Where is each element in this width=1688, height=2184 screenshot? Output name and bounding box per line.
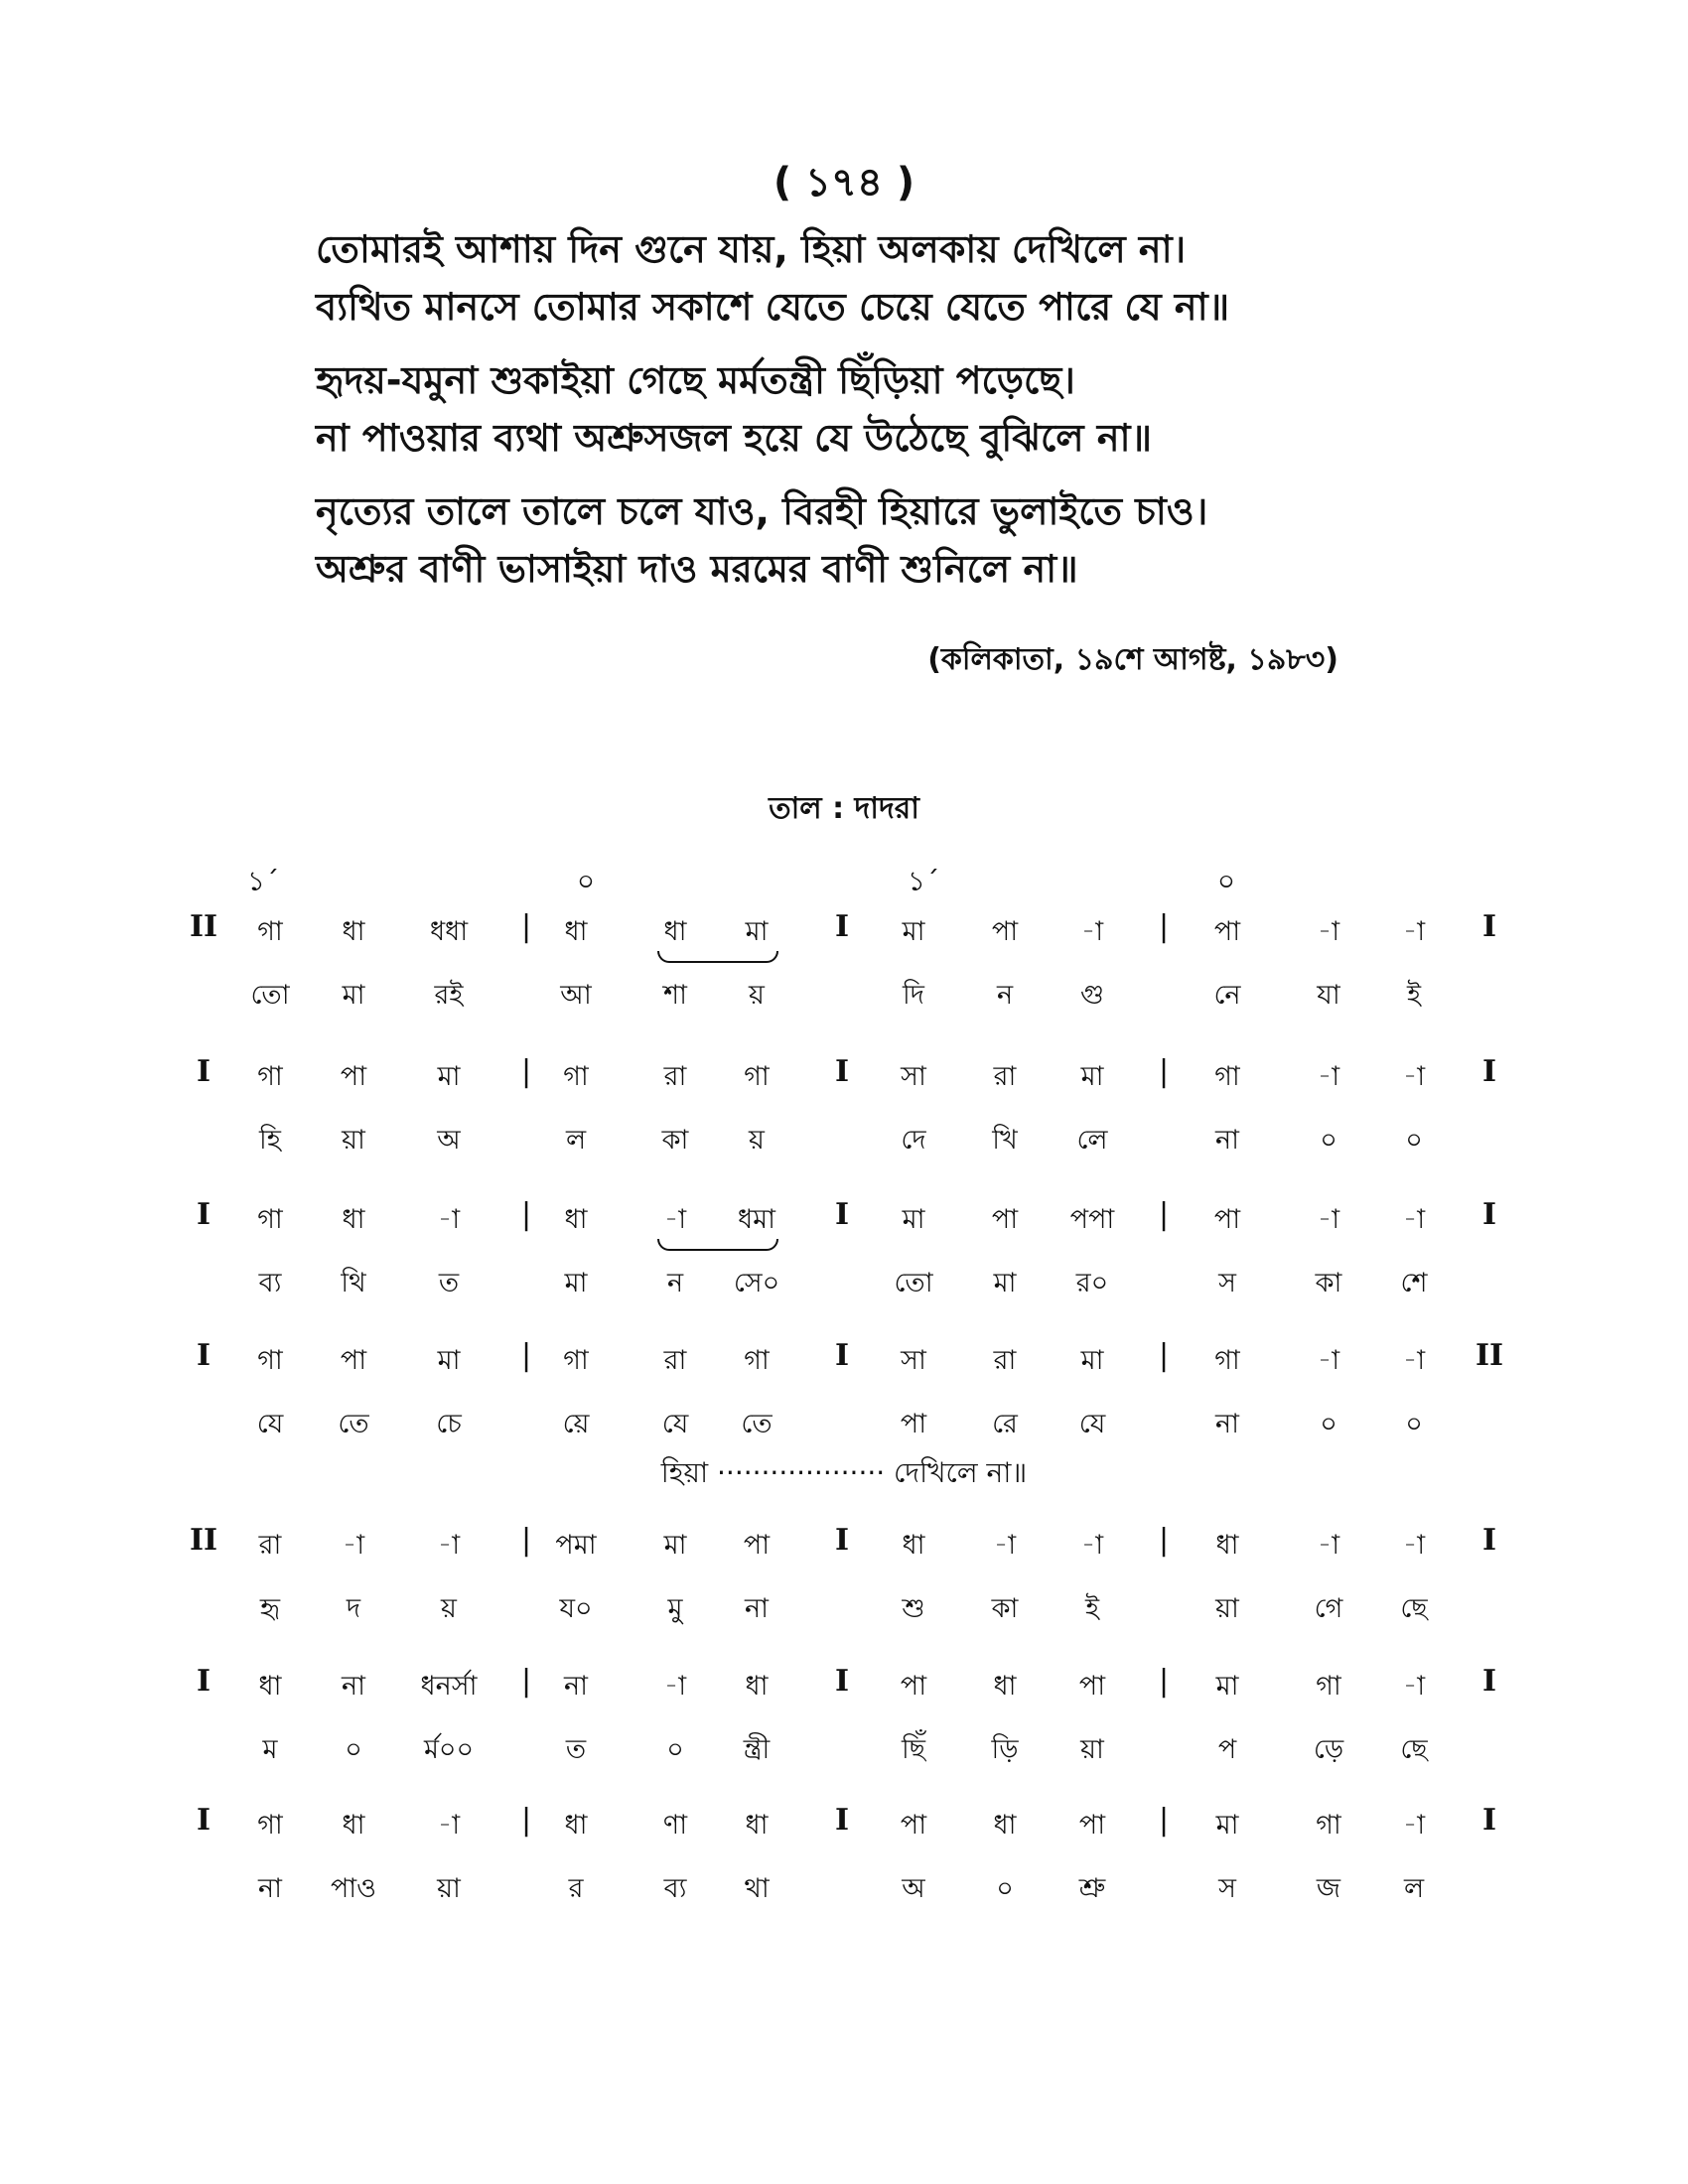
swara-note: গা (257, 1345, 283, 1376)
lyric-syllable: অ (437, 1125, 461, 1156)
syllable-row (0, 1729, 1688, 1773)
lyric-syllable: দে (901, 1125, 926, 1156)
lyric-syllable: আ (560, 980, 592, 1011)
swara-note: মা (902, 916, 925, 947)
lyric-syllable: র (568, 1873, 584, 1904)
bar-line: | (520, 1803, 532, 1838)
swara-note: ধা (902, 1530, 925, 1561)
lyric-syllable: চে (436, 1409, 462, 1439)
lyric-syllable: ছিঁ (901, 1734, 926, 1765)
swara-note: সা (901, 1061, 926, 1092)
swara-note: গা (1214, 1061, 1240, 1092)
swara-note: -া (1402, 1810, 1426, 1841)
lyric-syllable: শে (1400, 1268, 1428, 1298)
swara-note: পা (991, 916, 1019, 947)
lyric-syllable: না (1215, 1409, 1239, 1439)
notation-row (0, 911, 1688, 955)
swara-note: না (342, 1671, 365, 1702)
swara-note: রা (663, 1345, 687, 1376)
notation-row (0, 1525, 1688, 1569)
lyric-syllable: ত (438, 1268, 460, 1298)
swara-note: গা (744, 1061, 770, 1092)
swara-note: ধা (1215, 1530, 1239, 1561)
slur-mark (657, 951, 778, 963)
lyric-line: অশ্রুর বাণী ভাসাইয়া দাও মরমের বাণী শুনিলে না॥ (316, 547, 1078, 591)
lyric-syllable: ০ (1405, 1409, 1423, 1439)
lyric-syllable: ত (565, 1734, 587, 1765)
lyric-syllable: পাও (330, 1873, 377, 1904)
swara-note: ধা (745, 1671, 769, 1702)
swara-note: ধা (342, 1810, 365, 1841)
swara-note: সা (901, 1345, 926, 1376)
swara-note: গা (563, 1345, 589, 1376)
lyric-syllable: ০ (1405, 1125, 1423, 1156)
lyric-syllable: য০ (559, 1593, 593, 1624)
notation-row (0, 1805, 1688, 1848)
lyric-line: নৃত্যের তালে তালে চলে যাও, বিরহী হিয়ারে ভুলাইতে চাও। (316, 489, 1208, 533)
lyric-syllable: য়া (1215, 1593, 1239, 1624)
beat-marker: ০ (1216, 865, 1236, 897)
swara-note: গা (744, 1345, 770, 1376)
lyric-syllable: ল (565, 1125, 587, 1156)
swara-note: গা (257, 916, 283, 947)
lyric-syllable: গে (1314, 1593, 1343, 1624)
syllable-row (0, 1868, 1688, 1912)
swara-note: রা (663, 1061, 687, 1092)
bar-line: | (520, 1338, 532, 1373)
bar-line: II (1475, 1338, 1504, 1373)
lyric-syllable: কা (991, 1593, 1019, 1624)
lyric-syllable: মা (342, 980, 365, 1011)
swara-note: পা (340, 1061, 367, 1092)
place-date: (কলিকাতা, ১৯শে আগষ্ট, ১৯৮৩) (927, 642, 1338, 677)
bar-line: I (1481, 1803, 1497, 1838)
lyric-syllable: র্ম০০ (423, 1734, 475, 1765)
lyric-syllable: ০ (1320, 1125, 1337, 1156)
lyric-syllable: খি (992, 1125, 1018, 1156)
swara-note: ধা (258, 1671, 282, 1702)
swara-note: পা (1078, 1810, 1106, 1841)
swara-note: পা (1213, 916, 1241, 947)
swara-note: মা (437, 1061, 461, 1092)
lyric-syllable: স (1218, 1873, 1236, 1904)
lyric-syllable: না (258, 1873, 282, 1904)
lyric-syllable: য়া (437, 1873, 461, 1904)
swara-note: -া (663, 1204, 687, 1235)
swara-note: -া (1080, 1530, 1104, 1561)
swara-note: গা (257, 1061, 283, 1092)
lyric-syllable: যে (661, 1409, 689, 1439)
swara-note: মা (902, 1204, 925, 1235)
bar-line: I (196, 1664, 211, 1699)
swara-note: -া (342, 1530, 365, 1561)
bar-line: I (834, 909, 850, 944)
syllable-row (0, 975, 1688, 1019)
lyric-syllable: তে (741, 1409, 773, 1439)
swara-note: -া (437, 1810, 461, 1841)
lyric-syllable: কা (1315, 1268, 1342, 1298)
bar-line: | (1158, 1664, 1170, 1699)
bar-line: I (1481, 909, 1497, 944)
swara-note: -া (1317, 1345, 1340, 1376)
swara-note: মা (1080, 1061, 1104, 1092)
lyric-syllable: নে (1213, 980, 1241, 1011)
refrain-line: হিয়া ··················· দেখিলে না॥ (660, 1456, 1028, 1489)
lyric-syllable: য় (441, 1593, 457, 1624)
lyric-syllable: র০ (1075, 1268, 1109, 1298)
lyric-syllable: শু (902, 1593, 925, 1624)
bar-line: I (1481, 1054, 1497, 1089)
swara-note: -া (437, 1204, 461, 1235)
lyric-syllable: য় (749, 980, 765, 1011)
lyric-syllable: মু (667, 1593, 683, 1624)
swara-note: ণা (662, 1810, 688, 1841)
swara-note: -া (1402, 1204, 1426, 1235)
lyric-stanza (316, 351, 1408, 467)
lyric-syllable: ০ (666, 1734, 684, 1765)
lyric-syllable: ব্য (258, 1268, 282, 1298)
lyric-syllable: ড়ি (991, 1734, 1019, 1765)
bar-line: | (520, 1054, 532, 1089)
swara-note: ধমা (738, 1204, 775, 1235)
swara-note: -া (993, 1530, 1017, 1561)
lyric-syllable: ছে (1400, 1734, 1428, 1765)
lyric-syllable: য়া (1080, 1734, 1104, 1765)
lyric-syllable: দ (346, 1593, 361, 1624)
swara-note: পা (743, 1530, 771, 1561)
swara-note: পা (900, 1671, 927, 1702)
syllable-row (0, 1263, 1688, 1306)
swara-note: -া (1402, 1061, 1426, 1092)
swara-note: গা (563, 1061, 589, 1092)
lyric-syllable: লে (1076, 1125, 1108, 1156)
bar-line: I (1481, 1523, 1497, 1558)
lyric-syllable: ন (666, 1268, 684, 1298)
bar-line: | (1158, 909, 1170, 944)
swara-note: -া (663, 1671, 687, 1702)
lyric-syllable: ০ (345, 1734, 362, 1765)
bar-line: | (1158, 1338, 1170, 1373)
lyric-stanza (316, 482, 1408, 598)
lyric-syllable: যা (1317, 980, 1340, 1011)
lyric-syllable: ন (996, 980, 1014, 1011)
swara-note: -া (1402, 1671, 1426, 1702)
tala-heading: তাল : দাদরা (769, 791, 919, 826)
notation-row (0, 1199, 1688, 1243)
swara-note: পা (1078, 1671, 1106, 1702)
swara-note: গা (1316, 1671, 1341, 1702)
swara-note: পপা (1069, 1204, 1115, 1235)
lyrics-block (316, 220, 1408, 614)
swara-note: গা (257, 1810, 283, 1841)
lyric-stanza (316, 220, 1408, 336)
bar-line: I (1481, 1197, 1497, 1232)
lyric-syllable: ন্ত্রী (743, 1734, 771, 1765)
lyric-syllable: ম (262, 1734, 278, 1765)
swara-note: ধা (564, 1810, 588, 1841)
swara-note: ধা (745, 1810, 769, 1841)
swara-note: -া (1317, 916, 1340, 947)
notation-row (0, 1340, 1688, 1384)
lyric-line: না পাওয়ার ব্যথা অশ্রুসজল হয়ে যে উঠেছে বুঝিলে না॥ (316, 416, 1153, 460)
swara-note: রা (258, 1530, 282, 1561)
syllable-row (0, 1588, 1688, 1632)
lyric-syllable: গু (1080, 980, 1104, 1011)
syllable-row (0, 1120, 1688, 1163)
swara-note: গা (257, 1204, 283, 1235)
swara-note: ধা (564, 916, 588, 947)
swara-note: ধা (993, 1810, 1017, 1841)
swara-note: মা (745, 916, 769, 947)
lyric-syllable: ড়ে (1313, 1734, 1344, 1765)
beat-markers (0, 860, 1688, 899)
swara-note: মা (663, 1530, 687, 1561)
swara-note: গা (1316, 1810, 1341, 1841)
lyric-syllable: রে (992, 1409, 1018, 1439)
lyric-syllable: না (745, 1593, 769, 1624)
swara-note: পা (900, 1810, 927, 1841)
bar-line: I (196, 1197, 211, 1232)
beat-marker: ০ (576, 865, 596, 897)
lyric-syllable: জ (1316, 1873, 1341, 1904)
lyric-syllable: য়া (342, 1125, 365, 1156)
bar-line: II (189, 1523, 218, 1558)
beat-marker: ১´ (907, 865, 940, 897)
lyric-syllable: শা (663, 980, 687, 1011)
bar-line: | (520, 1664, 532, 1699)
notation-row (0, 1056, 1688, 1100)
swara-note: -া (1317, 1530, 1340, 1561)
bar-line: | (1158, 1054, 1170, 1089)
swara-note: -া (1080, 916, 1104, 947)
bar-line: II (189, 909, 218, 944)
lyric-syllable: ছে (1400, 1593, 1428, 1624)
bar-line: I (196, 1803, 211, 1838)
lyric-line: তোমারই আশায় দিন গুনে যায়, হিয়া অলকায় দেখিলে না। (316, 227, 1187, 271)
swara-note: পমা (555, 1530, 597, 1561)
swara-note: পা (1213, 1204, 1241, 1235)
lyric-syllable: রই (434, 980, 464, 1011)
lyric-syllable: কা (661, 1125, 689, 1156)
lyric-syllable: ল (1403, 1873, 1425, 1904)
lyric-syllable: তো (894, 1268, 933, 1298)
bar-line: | (520, 1523, 532, 1558)
swara-note: ধা (342, 1204, 365, 1235)
lyric-syllable: অ (902, 1873, 925, 1904)
swara-note: গা (1214, 1345, 1240, 1376)
lyric-syllable: য়ে (562, 1409, 590, 1439)
swara-note: মা (1215, 1671, 1239, 1702)
lyric-syllable: যে (1078, 1409, 1106, 1439)
lyric-syllable: হৃ (259, 1593, 281, 1624)
lyric-line: হৃদয়-যমুনা শুকাইয়া গেছে মর্মতন্ত্রী ছিঁড়িয়া পড়েছে। (316, 358, 1075, 402)
lyric-syllable: সে০ (733, 1268, 780, 1298)
swara-note: না (564, 1671, 588, 1702)
slur-mark (657, 1239, 778, 1251)
lyric-syllable: থা (744, 1873, 770, 1904)
lyric-syllable: প (1217, 1734, 1237, 1765)
lyric-syllable: হি (259, 1125, 281, 1156)
bar-line: | (520, 1197, 532, 1232)
swara-note: -া (1317, 1204, 1340, 1235)
lyric-syllable: তো (250, 980, 290, 1011)
swara-note: ধা (993, 1671, 1017, 1702)
beat-marker: ১´ (246, 865, 280, 897)
swara-note: মা (1215, 1810, 1239, 1841)
bar-line: I (834, 1338, 850, 1373)
swara-note: ধা (564, 1204, 588, 1235)
swara-note: -া (1402, 916, 1426, 947)
notation-row (0, 1666, 1688, 1709)
lyric-syllable: মা (993, 1268, 1017, 1298)
lyric-syllable: থি (341, 1268, 366, 1298)
swara-note: -া (1317, 1061, 1340, 1092)
lyric-syllable: ই (1084, 1593, 1100, 1624)
swara-note: ধধা (429, 916, 469, 947)
bar-line: I (834, 1054, 850, 1089)
lyric-syllable: ০ (1320, 1409, 1337, 1439)
swara-note: রা (993, 1345, 1017, 1376)
swara-note: ধা (663, 916, 687, 947)
lyric-syllable: স (1218, 1268, 1236, 1298)
swara-note: ধা (342, 916, 365, 947)
swara-note: রা (993, 1061, 1017, 1092)
swara-note: মা (1080, 1345, 1104, 1376)
bar-line: | (520, 909, 532, 944)
bar-line: | (1158, 1803, 1170, 1838)
lyric-syllable: তে (338, 1409, 369, 1439)
swara-note: -া (1402, 1345, 1426, 1376)
bar-line: I (196, 1054, 211, 1089)
lyric-syllable: না (1215, 1125, 1239, 1156)
bar-line: I (834, 1803, 850, 1838)
swara-note: ধনর্সা (420, 1671, 478, 1702)
swara-note: মা (437, 1345, 461, 1376)
lyric-syllable: য় (749, 1125, 765, 1156)
lyric-syllable: শ্রু (1078, 1873, 1106, 1904)
swara-note: পা (340, 1345, 367, 1376)
lyric-syllable: পা (900, 1409, 927, 1439)
syllable-row (0, 1404, 1688, 1447)
lyric-line: ব্যথিত মানসে তোমার সকাশে যেতে চেয়ে যেতে পারে যে না॥ (316, 285, 1230, 329)
page-number: ( ১৭৪ ) (773, 160, 915, 205)
lyric-syllable: ০ (996, 1873, 1014, 1904)
swara-note: পা (991, 1204, 1019, 1235)
swara-note: -া (1402, 1530, 1426, 1561)
swara-note: -া (437, 1530, 461, 1561)
lyric-syllable: ই (1406, 980, 1422, 1011)
bar-line: I (834, 1523, 850, 1558)
bar-line: I (196, 1338, 211, 1373)
lyric-syllable: দি (903, 980, 924, 1011)
lyric-syllable: যে (256, 1409, 284, 1439)
lyric-syllable: ব্য (663, 1873, 687, 1904)
bar-line: | (1158, 1523, 1170, 1558)
bar-line: I (1481, 1664, 1497, 1699)
bar-line: I (834, 1664, 850, 1699)
bar-line: | (1158, 1197, 1170, 1232)
lyric-syllable: মা (564, 1268, 588, 1298)
bar-line: I (834, 1197, 850, 1232)
